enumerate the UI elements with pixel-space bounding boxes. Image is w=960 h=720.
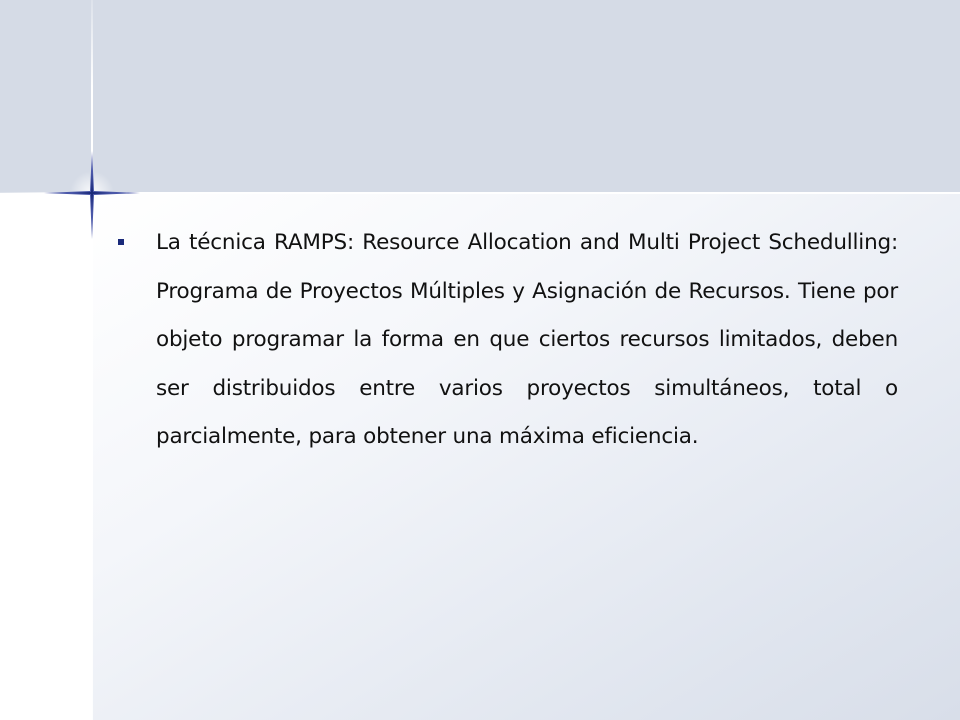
square-bullet-icon <box>118 239 124 245</box>
header-band <box>0 0 960 193</box>
left-margin-band <box>0 193 92 720</box>
horizontal-divider <box>0 192 960 194</box>
bullet-text: La técnica RAMPS: Resource Allocation and Multi Project Schedulling: Programa de Proyectos Múltiples y Asignación de Recursos. Tiene por objeto programar la forma en que ciertos recursos limitados, deben ser distribuidos entre varios proyectos simultáneos, total o parcialmente, para obtener una máxima eficiencia. <box>156 230 898 449</box>
vertical-divider <box>91 0 93 720</box>
bullet-item <box>118 219 898 462</box>
